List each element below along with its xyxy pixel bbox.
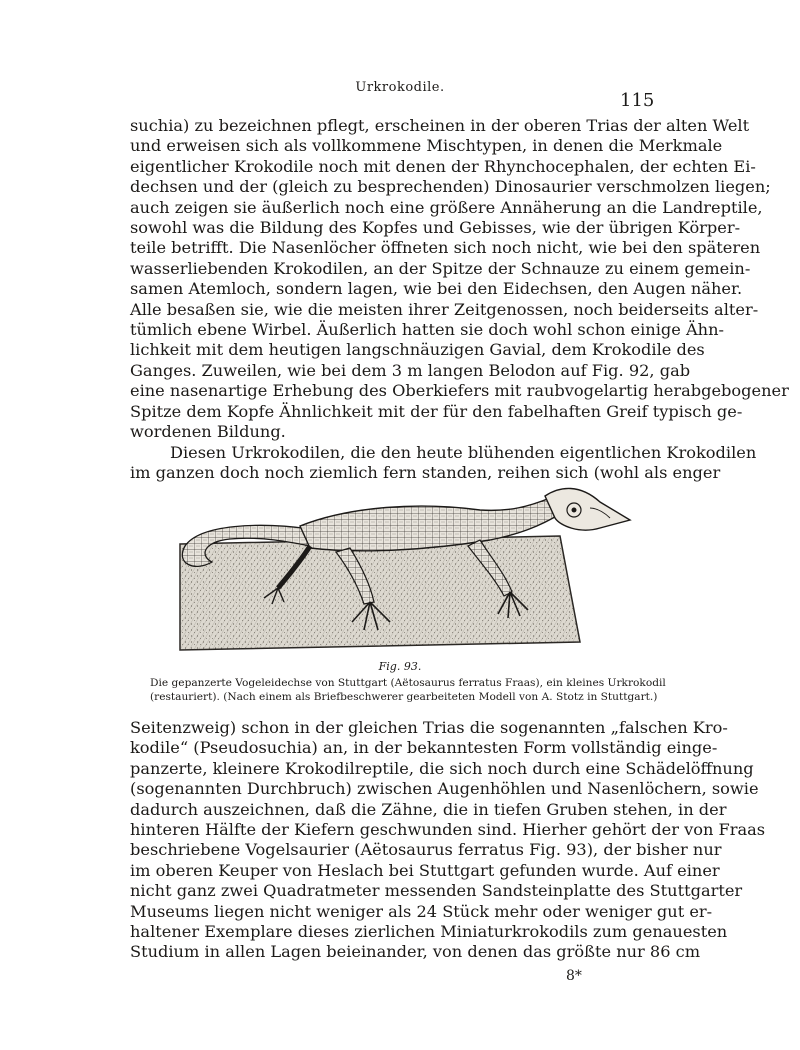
- body-text-top: [130, 116, 789, 483]
- text-line: Ganges. Zuweilen, wie bei dem 3 m langen Belodon auf Fig. 92, gab: [130, 360, 691, 380]
- text-line: panzerte, kleinere Krokodilreptile, die sich noch durch eine Schädelöffnung: [130, 758, 754, 778]
- text-line: Alle besaßen sie, wie die meisten ihrer Zeitgenossen, noch beiderseits alter-: [130, 299, 759, 319]
- caption-line: (restauriert). (Nach einem als Briefbeschwerer gearbeiteten Modell von A. Stotz in Stuttgart.): [150, 691, 658, 703]
- text-line: Spitze dem Kopfe Ähnlichkeit mit der für den fabelhaften Greif typisch ge-: [130, 401, 743, 421]
- text-line: sowohl was die Bildung des Kopfes und Gebisses, wie der übrigen Körper-: [130, 218, 741, 238]
- text-line: Studium in allen Lagen beieinander, von denen das größte nur 86 cm: [130, 942, 701, 962]
- caption-line: Die gepanzerte Vogeleidechse von Stuttgart (Aëtosaurus ferratus Fraas), ein kleines Urkrokodil: [150, 677, 666, 689]
- text-line: im oberen Keuper von Heslach bei Stuttgart gefunden wurde. Auf einer: [130, 860, 720, 880]
- text-line: eine nasenartige Erhebung des Oberkiefers mit raubvogelartig herabgebogener: [130, 381, 789, 401]
- text-line: lichkeit mit dem heutigen langschnäuzigen Gavial, dem Krokodile des: [130, 340, 705, 360]
- text-line: wordenen Bildung.: [130, 422, 286, 442]
- text-line: im ganzen doch noch ziemlich fern standen, reihen sich (wohl als enger: [130, 462, 721, 482]
- text-line: und erweisen sich als vollkommene Mischtypen, in denen die Merkmale: [130, 136, 723, 156]
- text-line: samen Atemloch, sondern lagen, wie bei den Eidechsen, den Augen näher.: [130, 279, 743, 299]
- text-line: nicht ganz zwei Quadratmeter messenden Sandsteinplatte des Stuttgarter: [130, 881, 743, 901]
- text-line: hinteren Hälfte der Kiefern geschwunden sind. Hierher gehört der von Fraas: [130, 820, 766, 840]
- signature-mark: 8*: [566, 968, 582, 984]
- aetosaurus-engraving: [160, 484, 640, 654]
- text-line: eigentlicher Krokodile noch mit denen der Rhynchocephalen, der echten Ei-: [130, 156, 756, 176]
- text-line: haltener Exemplare dieses zierlichen Miniaturkrokodils zum genauesten: [130, 922, 728, 942]
- text-line: Museums liegen nicht weniger als 24 Stück mehr oder weniger gut er-: [130, 901, 713, 921]
- text-line: kodile“ (Pseudosuchia) an, in der bekanntesten Form vollständig einge-: [130, 738, 718, 758]
- text-line: dechsen und der (gleich zu besprechenden) Dinosaurier verschmolzen liegen;: [130, 177, 771, 197]
- text-line: suchia) zu bezeichnen pflegt, erscheinen in der oberen Trias der alten Welt: [130, 116, 750, 135]
- page-number: 115: [620, 90, 655, 111]
- body-text-bottom: [130, 718, 766, 963]
- text-line: tümlich ebene Wirbel. Äußerlich hatten sie doch wohl schon einige Ähn-: [130, 320, 724, 340]
- lizard-illustration: [160, 484, 640, 654]
- running-title: Urkrokodile.: [355, 80, 445, 95]
- text-line: Diesen Urkrokodilen, die den heute blühenden eigentlichen Krokodilen: [170, 442, 757, 462]
- text-line: auch zeigen sie äußerlich noch eine größere Annäherung an die Landreptile,: [130, 197, 763, 217]
- figure-label: Fig. 93.: [378, 660, 422, 673]
- figure-caption: [150, 676, 666, 704]
- text-line: beschriebene Vogelsaurier (Aëtosaurus ferratus Fig. 93), der bisher nur: [130, 840, 722, 860]
- text-line: (sogenannten Durchbruch) zwischen Augenhöhlen und Nasenlöchern, sowie: [130, 779, 759, 799]
- text-line: teile betrifft. Die Nasenlöcher öffneten sich noch nicht, wie bei den späteren: [130, 238, 761, 258]
- text-line: dadurch auszeichnen, daß die Zähne, die in tiefen Gruben stehen, in der: [130, 799, 727, 819]
- text-line: Seitenzweig) schon in der gleichen Trias die sogenannten „falschen Kro-: [130, 718, 728, 737]
- text-line: wasserliebenden Krokodilen, an der Spitze der Schnauze zu einem gemein-: [130, 258, 751, 278]
